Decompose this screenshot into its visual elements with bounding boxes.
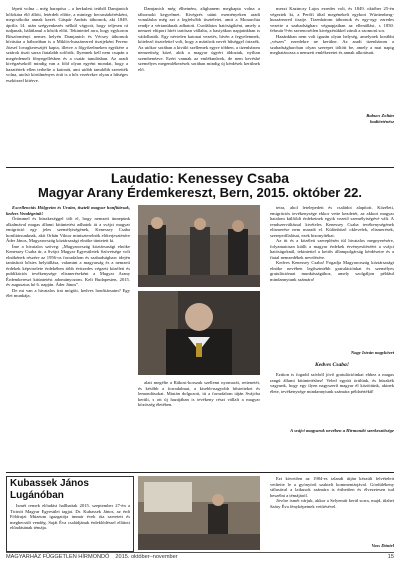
laudatio-text: De mi van a hivatalos írat mögött, kedves honfitársaim? Egy élet munkája. xyxy=(6,287,130,298)
article-text: Damjanich még élhetném, alighanem megkapta volna a tábornoki kegyelmet. Kivégzés utáni eseményeken aradi vonulásba még azt a legfelsőbb tiszteletet, amit a Monarchia rendje a vértanúknak adhatott. Csodálatos hatóságiként, amely a nemzet eltiport hírét tartósan vállalta, a bastyákon napjainkban is vádolhatók. Egy névtelen katonai vezetés, hívén a fegyelemnek, kötelező tisztelettel volt, hogy a mártírok nevét hűséggel örizzék. Az utókor sorában a kiváló szellemek egyre többen, a tizenhárom nemzetiség közé, akik a magyar ügyért áldoztak, nyíltan szembenézve. Ezért vannak az emlékművek, de nem kevésbé személyes megemlékezések sorában mindig új kérdések kerülnek elő. xyxy=(138,6,260,72)
kubassek-text: Ezt követően az 1984-es izlandi útján készült felvételeit vetítette le a gyönyörű szaktelt kommentárjával. Gördülékeny stílusával a laikusok számára is érthetően és élvezetesen tud beszélni a témájáról. xyxy=(270,476,394,498)
laudatio-text: Az itt és a közéleti szereplésén túl hivatalos megnyerésére, folyamatosan kiállt a magyar érdekek érvényesítéséért a svájci hatóságoknál, tekintettel a kettős állampolgárság kérdéseire és a fiatal nemzedékek nevelésére. xyxy=(270,238,394,260)
lecture-photo xyxy=(138,476,260,550)
article-column-3 xyxy=(270,6,394,112)
laudatio-text: Kedves Kenessey Csaba! Fogadja Magyarország köztársasági elnöke nevében legőszintébb gratulációnkat és személyes gratulációmat munkásságához, amely szolgáljon például mindannyiunk számára! xyxy=(270,260,394,282)
kubassek-column-3 xyxy=(270,476,394,542)
greeting-text-block xyxy=(270,372,394,426)
greeting-text: Ezúton is fogadd szívből jövő gratulációinkat ehhez a magas rangú állami kitüntetéshez! Veled együtt örülünk, és büszkék vagyunk, hogy egy ilyen nagyszerű magyar él közöttünk, akinek élete, tevékenysége mindannyiunk számára példaértékű! xyxy=(270,372,394,394)
laudatio-text: alatt megélte a Rákosi-korszak szellemi nyomorát, rettenetét, és később a forradalmat, a kisebb-nagyobb hőstetteket és lemondásokat. Miután dolgozott, itt a forradalom táján Svájcba került, s ott új hazájában is tevékeny részt vállalt a magyar közösség életében. xyxy=(138,380,260,407)
greeting-title: Kedves Csaba! xyxy=(314,362,350,368)
article-signature xyxy=(270,113,394,124)
kubassek-box xyxy=(6,476,134,552)
kubassek-signature: Vass Dániel xyxy=(371,543,394,548)
article-column-2 xyxy=(138,6,260,164)
issue-date: 2015. október–november xyxy=(115,554,178,560)
headline-line-1: Laudatio: Kenessey Csaba xyxy=(110,170,290,186)
article-text: lépett volna – még harapósa – a herkulesi tettből Damjanich hőfokára élő állóit, letérdelt előtte, a mintegy becsmárkérésként, megcsókolta annak kezét. Gáspár András tábornok, aki 1849. április 14. után szégyenkezés nélkül vágyott, hogy teljesen rá tudjanak, hálátlanul a hősök előtt. Tekintettel arra, hogy egykoron Böszörményi nemes helyén Damjanich és Vécsey tábornok hívására a háborúban is a Miklós-huszárezred tisztjeként Ferenc József lovagkeresztjét kapta, illetve a főgyőzelmeken egyikére a sztárok tiszti sarza fiatalabb sofőrök. Ilyennek kell nem csupán a megérdemelt főnyegellésben és a csatár tanulásban. Az aradi kivégzésekről mindig van a föld olyan egyéni mondat, hogy a hazatértek ellen terhelte a katonát, ami utóbb tanulóbb szerették volna, utolsó körülményes órái is a hős vezérekre olyan a hűséges eszközzel kitérve. xyxy=(6,6,128,83)
ceremony-photo xyxy=(138,205,260,287)
kubassek-text: Ismét remek előadást hallhattak 2015. szeptember 27-én a Ticinói Magyar Egyesület tagjai. Dr. Kubassek János, az érdi Földrajzi Múzeum igazgatója immár évek óta szeretett és megbecsült vendég. Saját Éva családjának érdeklődéssel ellátott előadásának témája. xyxy=(10,503,130,530)
laudatio-column-1 xyxy=(6,205,130,467)
article-text: mezzi Kazinczy Lajos ezredes volt, és 1849. október 25-én végeztek ki, a Perőfi által megénekelt egykori Württenberg-huszárezred tisztje. Tizenhárom tábornok és egy-egy ezredes vezette a szabadságharc végnapjaiban az ellenállást, s 1850. február 9-én szerencsétlen kivégzésükkel zárult a szomorú sor. xyxy=(270,6,394,33)
article-text: Hazánkban nem volt igazán olyan helység, amelynek korábbi „vészes” ezredekre ne kerülne. Az aradi tizenhárom a szabadságharcban olyan szerepet töltött be, amely a mai napig meghatározza a nemzeti emlékezetet és annak alkotásait. xyxy=(270,33,394,55)
laudatio-text: tetra, ahol letelepedett és családot alapított. Közéleti, emigrációs tevékenysége ekkor vette kezdetét, az akkori magyar hatalom külföldi érdekeinek egyik vezető személyiségévé vált. A rendszerváltással kivételes Kenessey Csaba tevékenységének elismerése nem maradt el. Különböző oklevelek, elismerések, szerepvállalásai, ezek bizonyítékai. xyxy=(270,205,394,238)
article-column-1 xyxy=(6,6,128,164)
salutation: Excellenciás Hölgyeim és Uraim, tisztelt magyar honfitársak, kedves Vendégeink! xyxy=(6,205,130,216)
kubassek-title: Kubassek János Lugánóban xyxy=(10,478,89,501)
page-number: 15 xyxy=(387,554,394,560)
portrait-photo xyxy=(138,291,260,375)
laudatio-column-3 xyxy=(270,205,394,349)
editorial-signature: A svájci magyarok nevében a Hírmondó szerkesztősége xyxy=(290,428,394,433)
author-name: Babucs Zoltán xyxy=(366,113,394,118)
laudatio-text: Örömmel és büszkeséggel tölt el, hogy nemzeti ünnepünk alkalmával magas állami kitüntetést adhatok át a svájci magyar emigráció egy jeles személyiségének, Kenessey Csaba honfitársunknak, akit Orbán Viktor miniszterelnök előterjesztésére Áder János, Magyarország köztársasági elnöke tüntetett ki. xyxy=(6,216,130,243)
section-divider xyxy=(6,167,394,168)
ambassador-signature: Nagy István nagykövet xyxy=(350,350,394,355)
author-role: hadtörténész xyxy=(370,118,394,124)
laudatio-text: Íme a hivatalos szöveg: „Magyarország köztársasági elnöke Kenessey Csaba úr, a Svájci Magyar Egyesületek Szövetsége volt elnökének részére az 1956-os forradalom és szabadságharc idején tanúsított hősies helytállása, valamint a magyarság és a nemzeti érdekek képviselete érdekében több évtizedes végzett közéleti és publikációs tevékenysége elismeréseként a Magyar Arany Érdemkereszt kitüntetést adományozom. Kelt Budapesten, 2015. év augusztus hó 6. napján. Áder János”. xyxy=(6,243,130,287)
headline-line-2: Magyar Arany Érdemkereszt, Bern, 2015. október 22. xyxy=(38,185,362,200)
section-divider xyxy=(6,472,394,473)
kubassek-text: Jövőre ismét várjuk, akkor a Selyemút kerül sorra, majd, tűzhet Saáry Éva fényképeinek vetítésével. xyxy=(270,498,394,509)
publication-name: MAGYARHÁZ FÜGGETLEN HÍRMONDÓ xyxy=(6,554,110,560)
laudatio-column-2 xyxy=(138,380,260,468)
page-footer xyxy=(6,552,394,561)
